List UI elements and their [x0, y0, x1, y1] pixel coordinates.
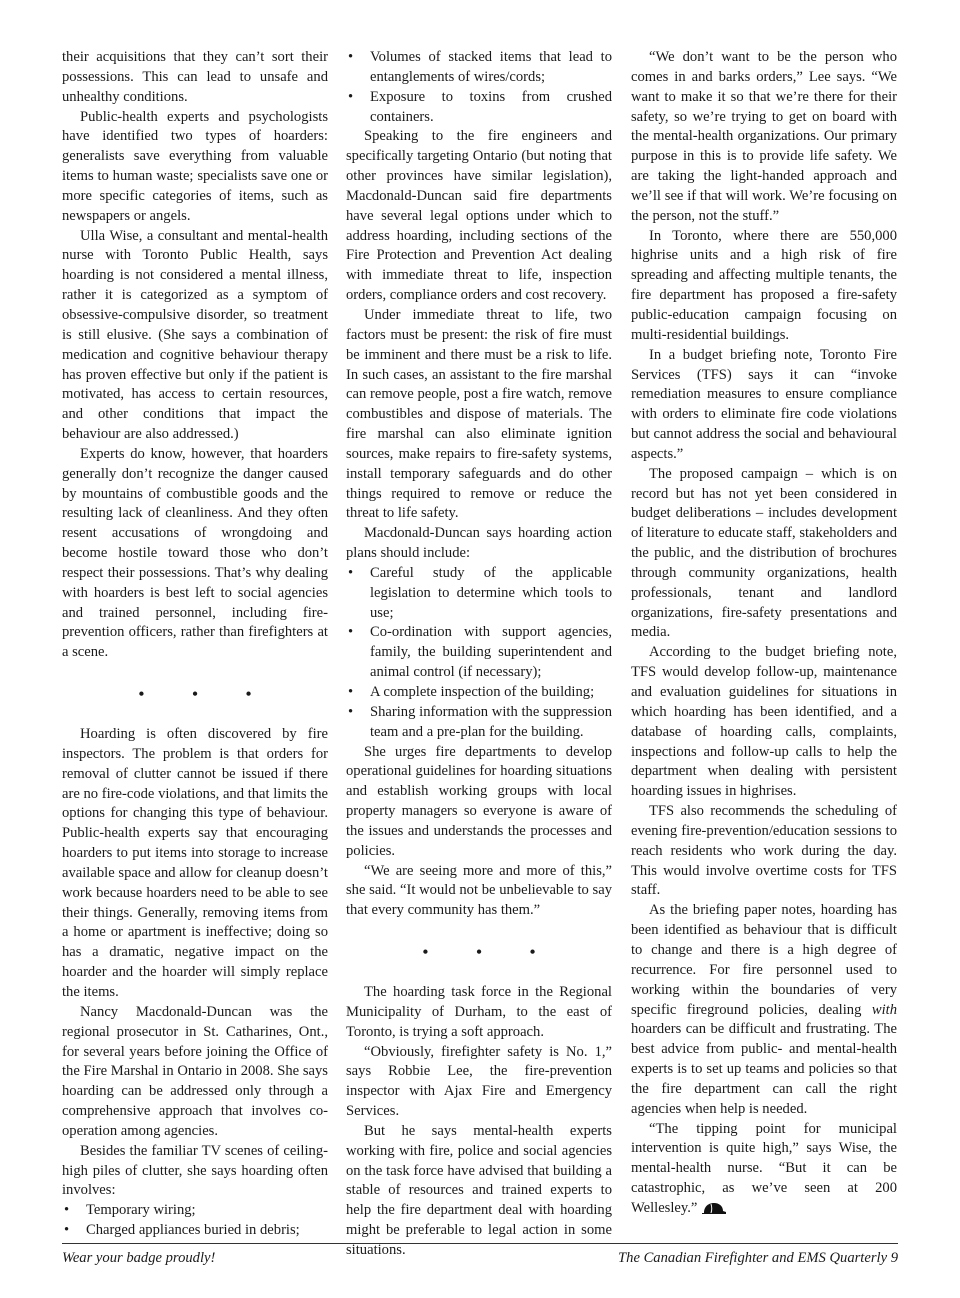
paragraph: The hoarding task force in the Regional Municipality of Durham, to the east of Toronto, is trying a soft approach. [346, 983, 612, 1040]
bullet-list [346, 48, 612, 127]
paragraph: Speaking to the fire engineers and specifically targeting Ontario (but noting that other provinces have similar legislation), Macdonald-Duncan said fire departments have several legal options under which to address hoarding, including sections of the Fire Protection and Prevention Act dealing with immediate threat to life, inspection orders, compliance orders and cost recovery. [346, 128, 612, 304]
paragraph: According to the budget briefing note, TFS would develop follow-up, maintenance and evaluation guidelines for situations in which hoarding has been identified, and a database of hoarding calls, complaints, inspections and follow-up calls to help the department when dealing with persistent hoarding issues in highrises. [631, 644, 897, 800]
paragraph [631, 1120, 897, 1219]
section-separator: • • • [138, 686, 274, 704]
column-2 [346, 48, 612, 1261]
paragraph: The proposed campaign – which is on record but has not yet been considered in budget deliberations – includes development of literature to educate staff, stakeholders and the public, and the distribution of brochures through community organizations, health professionals, tenant and landlord organizations, fire-safety presentations and media. [631, 465, 897, 641]
paragraph: In Toronto, where there are 550,000 highrise units and a high risk of fire spreading and affecting multiple tenants, the fire department has proposed a fire-safety public-education campaign focusing on multi-residential buildings. [631, 227, 897, 343]
paragraph: “Obviously, firefighter safety is No. 1,” says Robbie Lee, the fire-prevention inspector with Ajax Fire and Emergency Services. [346, 1043, 612, 1120]
section-separator: • • • [422, 944, 558, 962]
column-1 [62, 48, 328, 1241]
paragraph: TFS also recommends the scheduling of evening fire-prevention/education sessions to reach residents who work during the day. This would involve overtime costs for TFS staff. [631, 803, 897, 899]
emphasis: with [871, 1001, 897, 1018]
paragraph: Experts do know, however, that hoarders generally don’t recognize the danger caused by mountains of combustible goods and the resulting lack of cleanliness. And they often resent accusations of wrongdoing and become hostile toward those who don’t respect their possessions. That’s why dealing with hoarders is best left to social agencies and trained personnel, including fire-prevention officers, rather than firefighters at a scene. [62, 445, 328, 661]
list-item: • A complete inspection of the building; [346, 683, 612, 703]
paragraph: Under immediate threat to life, two factors must be present: the risk of fire must be imminent and there must be a risk to life. In such cases, an assistant to the fire marshal can remove people, post a fire watch, remove combustibles and dispose of materials. The fire marshal can also eliminate ignition sources, make repairs to fire-safety systems, install temporary safeguards and do other things required to remove or reduce the threat to life safety. [346, 306, 612, 522]
paragraph: She urges fire departments to develop operational guidelines for hoarding situations and establish working groups with local property managers so everyone is aware of the issues and understands the processes and policies. [346, 743, 612, 859]
footer-tagline: Wear your badge proudly! [62, 1250, 216, 1266]
list-item: • Sharing information with the suppression team and a pre-plan for the building. [346, 703, 612, 743]
paragraph: Ulla Wise, a consultant and mental-health nurse with Toronto Public Health, says hoarding is not considered a mental illness, rather it is categorized as a symptom of obsessive-compulsive disorder, so treatment is still elusive. (She says a combination of medication and cognitive behaviour therapy has proven effective but only if the patient is motivated, has access to certain resources, and other conditions that impact the behaviour are also addressed.) [62, 227, 328, 443]
paragraph: Besides the familiar TV scenes of ceiling-high piles of clutter, she says hoarding often involves: [62, 1142, 328, 1199]
bullet-list [62, 1201, 328, 1241]
list-item: • Co-ordination with support agencies, family, the building superintendent and animal control (if necessary); [346, 623, 612, 683]
footer-publication-page: The Canadian Firefighter and EMS Quarterly 9 [618, 1250, 898, 1266]
footer-rule [62, 1243, 898, 1244]
list-item: • Temporary wiring; [62, 1201, 328, 1221]
list-item: • Careful study of the applicable legislation to determine which tools to use; [346, 564, 612, 624]
paragraph: Nancy Macdonald-Duncan was the regional prosecutor in St. Catharines, Ont., for several years before joining the Office of the Fire Marshal in Ontario in 2008. She says hoarding can be addressed only through a comprehensive approach that involves co-operation among agencies. [62, 1003, 328, 1139]
text-run: hoarders can be difficult and frustrating. The best advice from public- and mental-health experts is to set up teams and policies so that the fire department can call the right agencies when help is needed. [631, 1021, 897, 1117]
paragraph: Public-health experts and psychologists have identified two types of hoarders: generalists save everything from valuable items to human waste; specialists save one or more specific categories of items, such as newspapers or angels. [62, 108, 328, 224]
paragraph: their acquisitions that they can’t sort their possessions. This can lead to unsafe and unhealthy conditions. [62, 49, 328, 105]
paragraph: “We don’t want to be the person who comes in and barks orders,” Lee says. “We want to make it so that we’re there for their safety, so we’re trying to get on board with the mental-health organizations. Our primary purpose in this is to provide life safety. We are taking the light-handed approach and we’ll see if that will work. We’re focusing on the person, not the stuff.” [631, 49, 897, 224]
list-item: • Volumes of stacked items that lead to entanglements of wires/cords; [346, 48, 612, 88]
column-3 [631, 48, 897, 1219]
text-run: As the briefing paper notes, hoarding has been identified as behaviour that is difficult to change and there is a high degree of recurrence. For fire personnel used to working within the boundaries of very specific fireground policies, dealing [631, 902, 897, 1018]
list-item: • Charged appliances buried in debris; [62, 1221, 328, 1241]
fire-helmet-end-mark-icon [701, 1202, 727, 1216]
text-run: “The tipping point for municipal intervention is quite high,” says Wise, the mental-health nurse. “But it can be catastrophic, as we’ve seen at 200 Wellesley.” [631, 1120, 897, 1216]
paragraph: Macdonald-Duncan says hoarding action plans should include: [346, 525, 612, 562]
list-item: • Exposure to toxins from crushed containers. [346, 88, 612, 128]
paragraph: “We are seeing more and more of this,” she said. “It would not be unbelievable to say that every community has them.” [346, 862, 612, 919]
paragraph [631, 901, 897, 1119]
paragraph: Hoarding is often discovered by fire inspectors. The problem is that orders for removal of clutter cannot be issued if there are no fire-code violations, and that limits the options for changing this type of behaviour. Public-health experts say that encouraging hoarders to put items into storage to increase available space and allow for cleanup doesn’t work because hoarders need to be able to see their things. Generally, removing items from a home or apartment is ineffective; doing so has a dramatic, negative impact on the hoarder and the hoarder will simply replace the items. [62, 726, 328, 1000]
paragraph: In a budget briefing note, Toronto Fire Services (TFS) says it can “invoke remediation measures to ensure compliance with orders to eliminate fire code violations but cannot address the social and behavioural aspects.” [631, 346, 897, 462]
paragraph: But he says mental-health experts working with fire, police and social agencies on the task force have advised that building a stable of resources and trained experts to help the fire department deal with hoarding might be preferable to legal action in some situations. [346, 1122, 612, 1258]
bullet-list [346, 564, 612, 743]
